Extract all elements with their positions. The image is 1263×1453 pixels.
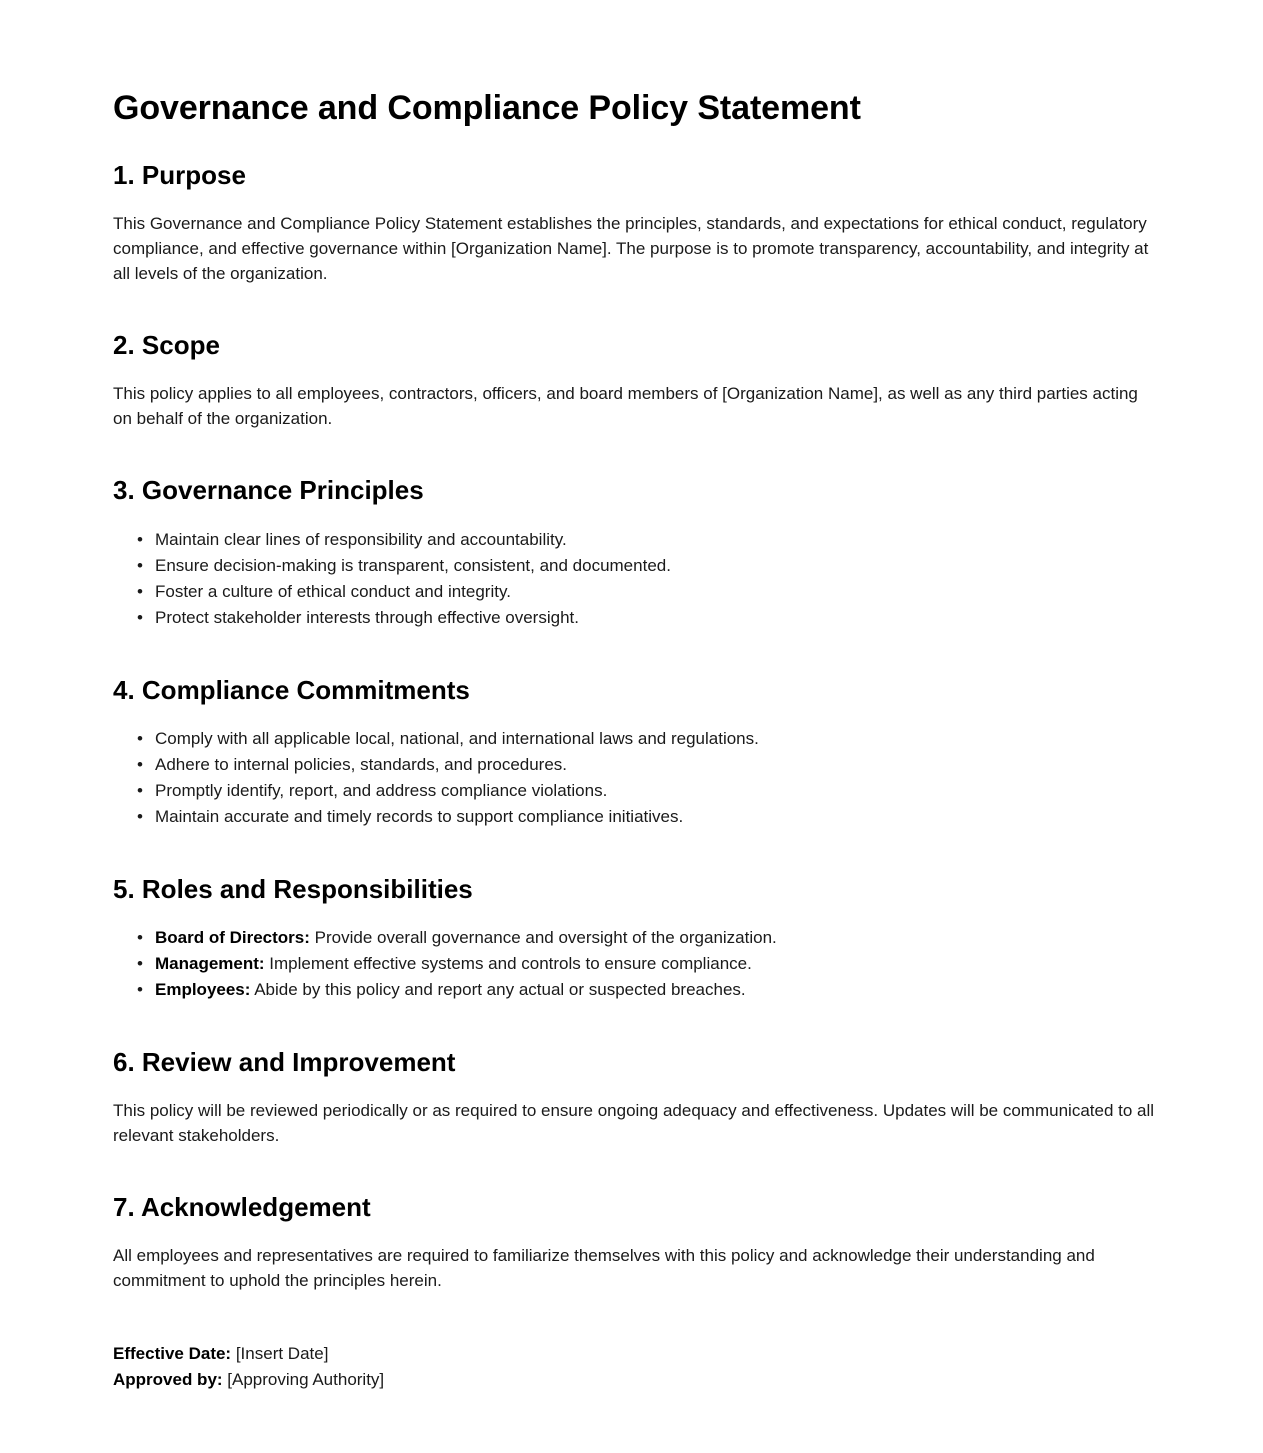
section-heading-scope: 2. Scope <box>113 330 220 361</box>
section-paragraph: This Governance and Compliance Policy Statement establishes the principles, standards, and expectations for ethical conduct, regulatory compliance, and effective governance within [Organization Name]. The purpose is to promote transparency, accountability, and integrity at all levels of the organization. <box>113 214 1149 284</box>
page-title: Governance and Compliance Policy Statement <box>113 89 861 127</box>
role-description: Abide by this policy and report any actual or suspected breaches. <box>250 980 746 1000</box>
role-label: Employees: <box>155 980 251 1000</box>
section-heading-compliance-commitments: 4. Compliance Commitments <box>113 674 470 705</box>
section-paragraph: This policy applies to all employees, contractors, officers, and board members of [Organization Name], as well as any third parties acting on behalf of the organization. <box>113 384 1138 429</box>
approved-by-line <box>113 1367 1155 1393</box>
list-item: • Maintain accurate and timely records to support compliance initiatives. <box>137 804 1155 830</box>
role-label: Board of Directors: <box>155 928 310 948</box>
section-governance-principles <box>113 475 1155 630</box>
list-item: • Promptly identify, report, and address compliance violations. <box>137 778 1155 804</box>
section-paragraph: All employees and representatives are required to familiarize themselves with this policy and acknowledge their understanding and commitment to uphold the principles herein. <box>113 1246 1095 1291</box>
effective-date-label: Effective Date: <box>113 1344 232 1364</box>
list-item: • Maintain clear lines of responsibility and accountability. <box>137 527 1155 553</box>
section-scope <box>113 330 1155 431</box>
section-acknowledgement <box>113 1192 1155 1293</box>
list-item: • Adhere to internal policies, standards, and procedures. <box>137 752 1155 778</box>
approved-by-value: [Approving Authority] <box>222 1370 385 1390</box>
section-paragraph: This policy will be reviewed periodically or as required to ensure ongoing adequacy and effectiveness. Updates will be communicated to all relevant stakeholders. <box>113 1101 1155 1146</box>
approved-by-label: Approved by: <box>113 1370 223 1390</box>
list-item: • Protect stakeholder interests through effective oversight. <box>137 605 1155 631</box>
section-heading-acknowledgement: 7. Acknowledgement <box>113 1192 371 1223</box>
compliance-commitments-list <box>113 726 1155 830</box>
signoff-block <box>113 1341 1155 1393</box>
section-purpose <box>113 160 1155 286</box>
effective-date-value: [Insert Date] <box>231 1344 329 1364</box>
list-item: • Foster a culture of ethical conduct and integrity. <box>137 579 1155 605</box>
section-review-improvement <box>113 1047 1155 1148</box>
list-item <box>137 951 1155 977</box>
section-heading-purpose: 1. Purpose <box>113 160 246 191</box>
role-description: Implement effective systems and controls to ensure compliance. <box>264 954 752 974</box>
roles-responsibilities-list <box>113 925 1155 1003</box>
list-item: • Ensure decision-making is transparent, consistent, and documented. <box>137 553 1155 579</box>
section-heading-roles-responsibilities: 5. Roles and Responsibilities <box>113 873 473 904</box>
effective-date-line <box>113 1341 1155 1367</box>
list-item: • Comply with all applicable local, national, and international laws and regulations. <box>137 726 1155 752</box>
list-item <box>137 925 1155 951</box>
section-compliance-commitments <box>113 675 1155 830</box>
section-roles-responsibilities <box>113 874 1155 1003</box>
section-heading-governance-principles: 3. Governance Principles <box>113 475 424 506</box>
governance-principles-list <box>113 527 1155 631</box>
section-heading-review-improvement: 6. Review and Improvement <box>113 1047 456 1078</box>
role-label: Management: <box>155 954 265 974</box>
list-item <box>137 977 1155 1003</box>
role-description: Provide overall governance and oversight of the organization. <box>309 928 777 948</box>
